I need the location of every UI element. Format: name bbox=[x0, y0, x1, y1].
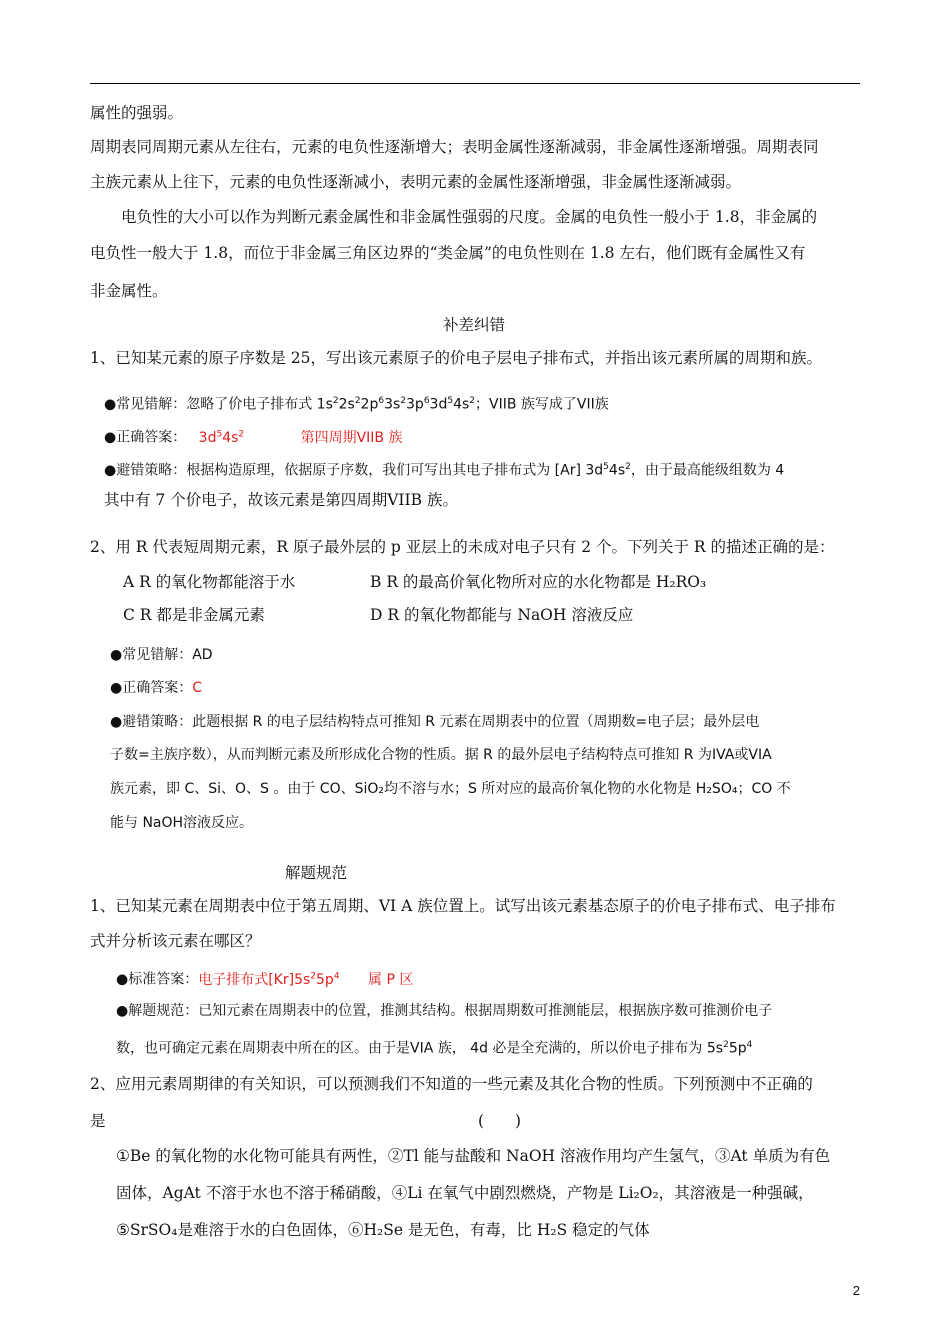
header-rule bbox=[90, 83, 860, 84]
common-error-value: AD bbox=[192, 647, 213, 663]
s1-q2-common-error bbox=[110, 645, 213, 665]
correct-answer-config: $3d^54s^2$ bbox=[198, 429, 245, 446]
s1-q2-strategy-line-3: 族元素，即 C、Si、O、S 。由于 CO、SiO₂均不溶与水；S 所对应的最高价氧化物的水化物是 H₂SO₄；CO 不 bbox=[110, 781, 791, 797]
s2-q1-norm-line-1: ●解题规范：已知元素在周期表中的位置，推测其结构。根据周期数可推测能层，根据族序数可推测价电子 bbox=[116, 1003, 773, 1019]
common-error-label: ●常见错解： bbox=[110, 647, 193, 663]
s2-q2-question-line-2: 是 bbox=[90, 1112, 106, 1130]
s2-q2-item-line-1: ①Be 的氧化物的水化物可能具有两性，②Tl 能与盐酸和 NaOH 溶液作用均产生氢气，③At 单质为有色 bbox=[116, 1147, 831, 1165]
standard-answer-value: 电子排布式$[Kr]5s^25p^4$ bbox=[198, 971, 340, 988]
intro-line-5: 电负性一般大于 1.8，而位于非金属三角区边界的“类金属”的电负性则在 1.8 左右，他们既有金属性又有 bbox=[90, 244, 806, 262]
strategy-label: ●避错策略： bbox=[110, 714, 193, 730]
s2-q1-question-line-2: 式并分析该元素在哪区？ bbox=[90, 932, 261, 950]
correct-answer-label: ●正确答案： bbox=[110, 680, 193, 696]
s1-q2-option-c: C R 都是非金属元素 bbox=[123, 606, 265, 624]
common-error-text: 忽略了价电子排布式 1s bbox=[186, 396, 333, 413]
s1-q1-correct-answer bbox=[104, 424, 402, 448]
s1-q1-strategy-line-2: 其中有 7 个价电子，故该元素是第四周期VIIB 族。 bbox=[104, 491, 458, 509]
section-heading-buchajiucuo: 补差纠错 bbox=[443, 316, 506, 334]
norm-label: ●解题规范： bbox=[116, 1003, 199, 1019]
standard-answer-label: ●标准答案： bbox=[116, 971, 199, 988]
common-error-text-2: ；VIIB 族写成了VII族 bbox=[475, 396, 609, 413]
s2-q2-answer-blank: ( ) bbox=[478, 1112, 522, 1130]
intro-line-6: 非金属性。 bbox=[90, 282, 168, 300]
s2-q1-standard-answer bbox=[116, 966, 413, 990]
intro-line-1: 属性的强弱。 bbox=[90, 104, 184, 122]
s1-q2-option-a: A R 的氧化物都能溶于水 bbox=[123, 573, 296, 591]
s1-q1-common-error: ●常见错解：忽略了价电子排布式 $1s^22s^22p^63s^23p^63d^54s^2$；VIIB 族写成了VII族 bbox=[104, 396, 609, 413]
standard-answer-zone: 属 P 区 bbox=[368, 971, 414, 988]
s2-q1-norm-line-2: 数，也可确定元素在周期表中所在的区。由于是VIA 族， 4d 必是全充满的，所以价电子排布为 $5s^25p^4$ bbox=[116, 1040, 753, 1057]
correct-answer-value: C bbox=[192, 680, 202, 696]
correct-answer-period: 第四周期VIIB 族 bbox=[300, 429, 403, 446]
s2-q2-question-line-1: 2、应用元素周期律的有关知识，可以预测我们不知道的一些元素及其化合物的性质。下列预测中不正确的 bbox=[90, 1075, 813, 1093]
s1-q2-strategy-line-4: 能与 NaOH溶液反应。 bbox=[110, 815, 254, 831]
intro-line-3: 主族元素从上往下，元素的电负性逐渐减小，表明元素的金属性逐渐增强，非金属性逐渐减弱。 bbox=[90, 173, 742, 191]
intro-line-4: 电负性的大小可以作为判断元素金属性和非金属性强弱的尺度。金属的电负性一般小于 1.8，非金属的 bbox=[121, 208, 818, 226]
common-error-label: ●常见错解： bbox=[104, 396, 187, 413]
s1-q2-correct-answer bbox=[110, 678, 202, 698]
s1-q2-strategy-line-2: 子数=主族序数），从而判断元素及所形成化合物的性质。据 R 的最外层电子结构特点可推知 R 为IVA或VIA bbox=[110, 747, 772, 763]
correct-answer-label: ●正确答案： bbox=[104, 429, 187, 446]
s2-q2-item-line-3: ⑤SrSO₄是难溶于水的白色固体，⑥H₂Se 是无色，有毒，比 H₂S 稳定的气体 bbox=[116, 1221, 650, 1239]
s1-q2-option-d: D R 的氧化物都能与 NaOH 溶液反应 bbox=[370, 606, 634, 624]
section-heading-jietiguifan: 解题规范 bbox=[285, 864, 348, 882]
s2-q1-question-line-1: 1、已知某元素在周期表中位于第五周期、VI A 族位置上。试写出该元素基态原子的价电子排布式、电子排布 bbox=[90, 897, 836, 915]
s1-q2-option-b: B R 的最高价氧化物所对应的水化物都是 H₂RO₃ bbox=[370, 573, 707, 591]
s2-q2-item-line-2: 固体，AgAt 不溶于水也不溶于稀硝酸，④Li 在氧气中剧烈燃烧，产物是 Li₂O₂，其溶液是一种强碱， bbox=[116, 1184, 814, 1202]
s1-q2-strategy-line-1: ●避错策略：此题根据 R 的电子层结构特点可推知 R 元素在周期表中的位置（周期数=电子层；最外层电 bbox=[110, 714, 760, 730]
page-number: 2 bbox=[852, 1283, 860, 1298]
s1-q1-question: 1、已知某元素的原子序数是 25，写出该元素原子的价电子层电子排布式，并指出该元素所属的周期和族。 bbox=[90, 349, 823, 367]
s1-q2-question: 2、用 R 代表短周期元素，R 原子最外层的 p 亚层上的未成对电子只有 2 个。下列关于 R 的描述正确的是： bbox=[90, 538, 835, 556]
strategy-label: ●避错策略： bbox=[104, 462, 187, 479]
s1-q1-strategy-line-1: ●避错策略：根据构造原理，依据原子序数，我们可写出其电子排布式为 [Ar] $3d^54s^2$，由于最高能级组数为 4 bbox=[104, 462, 785, 479]
intro-line-2: 周期表同周期元素从左往右，元素的电负性逐渐增大；表明金属性逐渐减弱，非金属性逐渐增强。周期表同 bbox=[90, 138, 819, 156]
